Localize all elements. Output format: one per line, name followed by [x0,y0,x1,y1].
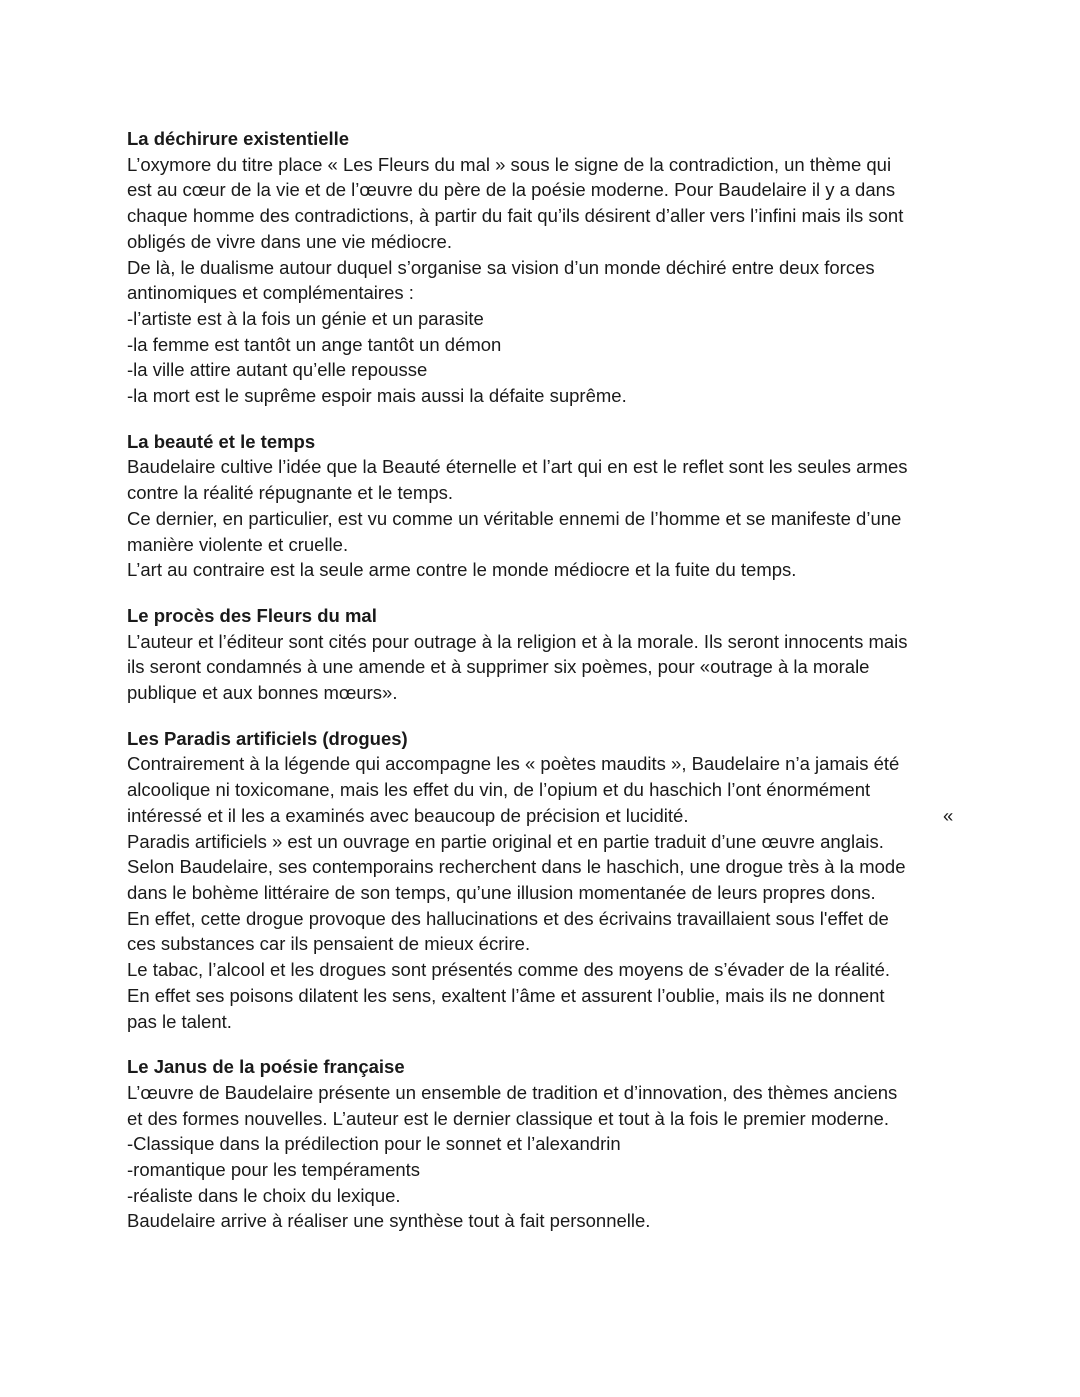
paragraph-line: dans le bohème littéraire de son temps, qu’une illusion momentanée de leurs propres dons. [127,881,876,903]
section-janus-poesie-francaise [127,1054,957,1234]
section-heading: La déchirure existentielle [127,128,350,149]
paragraph-line: L’œuvre de Baudelaire présente un ensemble de tradition et d’innovation, des thèmes anciens [127,1081,898,1103]
paragraph-line: ils seront condamnés à une amende et à supprimer six poèmes, pour «outrage à la morale [127,656,870,678]
paragraph-line: Baudelaire arrive à réaliser une synthèse tout à fait personnelle. [127,1210,651,1232]
section-dechirure-existentielle [127,126,957,409]
paragraph-line: ces substances car ils pensaient de mieux écrire. [127,933,531,955]
section-heading: Le Janus de la poésie française [127,1056,405,1078]
section-heading: La beauté et le temps [127,430,316,452]
paragraph-line: En effet ses poisons dilatent les sens, exaltent l’âme et assurent l’oublie, mais ils ne donnent [127,984,885,1006]
section-proces-fleurs-du-mal [127,603,957,706]
paragraph-line: est au cœur de la vie et de l’œuvre du père de la poésie moderne. Pour Baudelaire il y a dans [127,179,896,201]
paragraph-line: Contrairement à la légende qui accompagne les « poètes maudits », Baudelaire n’a jamais été [127,753,900,775]
paragraph-line: antinomiques et complémentaires : [127,282,414,304]
paragraph-line: et des formes nouvelles. L’auteur est le dernier classique et tout à la fois le premier moderne. [127,1107,889,1129]
paragraph-line: L’art au contraire est la seule arme contre le monde médiocre et la fuite du temps. [127,559,797,581]
list-item: -l’artiste est à la fois un génie et un parasite [127,307,484,329]
paragraph-line: Paradis artificiels » est un ouvrage en partie original et en partie traduit d’une œuvre anglais. [127,830,884,852]
paragraph-line: alcoolique ni toxicomane, mais les effet du vin, de l’opium et du haschich l’ont énormément [127,779,871,801]
section-heading: Les Paradis artificiels (drogues) [127,727,408,749]
paragraph-line: chaque homme des contradictions, à partir du fait qu’ils désirent d’aller vers l’infini mais ils sont [127,205,904,227]
paragraph-line: En effet, cette drogue provoque des hallucinations et des écrivains travaillaient sous l'effet de [127,907,889,929]
list-item: -romantique pour les tempéraments [127,1159,421,1181]
paragraph-line-with-quote [127,803,957,829]
paragraph-line: pas le talent. [127,1010,232,1032]
paragraph-line: manière violente et cruelle. [127,533,349,555]
paragraph-line: Selon Baudelaire, ses contemporains recherchent dans le haschich, une drogue très à la mode [127,856,906,878]
list-item: -Classique dans la prédilection pour le sonnet et l’alexandrin [127,1133,621,1155]
document-page [127,126,957,1254]
list-item: -la femme est tantôt un ange tantôt un démon [127,333,502,355]
paragraph-line: De là, le dualisme autour duquel s’organise sa vision d’un monde déchiré entre deux forces [127,256,875,278]
section-heading: Le procès des Fleurs du mal [127,604,377,626]
list-item: -la mort est le suprême espoir mais aussi la défaite suprême. [127,385,627,407]
paragraph-line: publique et aux bonnes mœurs». [127,682,398,704]
section-beaute-et-temps [127,429,957,583]
paragraph-line: Baudelaire cultive l’idée que la Beauté éternelle et l’art qui en est le reflet sont les seules armes [127,456,908,478]
paragraph-line: L’auteur et l’éditeur sont cités pour outrage à la religion et à la morale. Ils seront innocents mais [127,630,908,652]
list-item: -la ville attire autant qu’elle repousse [127,359,428,381]
trailing-quote-mark: « [943,804,954,826]
paragraph-line: Ce dernier, en particulier, est vu comme un véritable ennemi de l’homme et se manifeste d’une [127,507,902,529]
paragraph-line: L’oxymore du titre place « Les Fleurs du mal » sous le signe de la contradiction, un thème qui [127,153,892,175]
section-paradis-artificiels [127,726,957,1034]
paragraph-line: Le tabac, l’alcool et les drogues sont présentés comme des moyens de s’évader de la réalité. [127,959,891,981]
list-item: -réaliste dans le choix du lexique. [127,1184,401,1206]
paragraph-line-text: intéressé et il les a examinés avec beaucoup de précision et lucidité. [127,804,689,826]
paragraph-line: obligés de vivre dans une vie médiocre. [127,230,452,252]
paragraph-line: contre la réalité répugnante et le temps. [127,482,453,504]
